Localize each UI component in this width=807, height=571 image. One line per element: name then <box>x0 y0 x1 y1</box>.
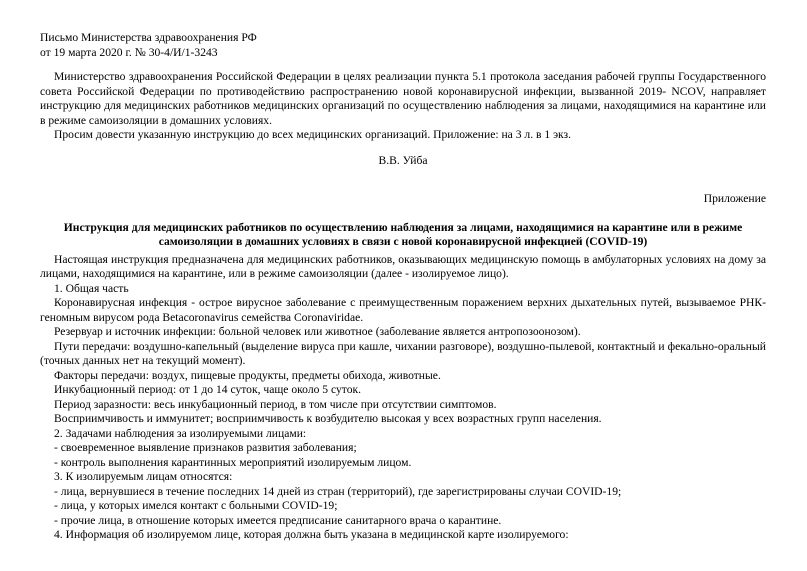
list-item: - прочие лица, в отношение которых имеется предписание санитарного врача о карантине. <box>54 513 502 527</box>
section-2-heading: 2. Задачами наблюдения за изолируемыми лицами: <box>54 426 307 440</box>
body-paragraph-susceptibility: Восприимчивость и иммунитет; восприимчивость к возбудителю высокая у всех возрастных групп населения. <box>54 412 602 425</box>
section-4-heading: 4. Информация об изолируемом лице, которая должна быть указана в медицинской карте изолируемого: <box>54 528 569 541</box>
letter-header-line-2: от 19 марта 2020 г. № 30-4/И/1-3243 <box>40 45 218 59</box>
body-paragraph-incubation: Инкубационный период: от 1 до 14 суток, чаще около 5 суток. <box>54 383 362 396</box>
signature: В.В. Уйба <box>378 153 428 167</box>
list-item: - лица, у которых имелся контакт с больными COVID-19; <box>54 499 338 512</box>
section-3-list <box>40 485 766 529</box>
letter-header-line-1: Письмо Министерства здравоохранения РФ <box>40 31 257 44</box>
intro-paragraph-2: Просим довести указанную инструкцию до всех медицинских организаций. Приложение: на 3 л. в 1 экз. <box>54 128 572 141</box>
document-content <box>40 31 766 543</box>
list-item: - лица, вернувшиеся в течение последних 14 дней из стран (территорий), где зарегистрированы случаи COVID-19; <box>54 484 622 498</box>
body-paragraph-purpose: Настоящая инструкция предназначена для медицинских работников, оказывающих медицинскую помощь в амбулаторных условиях на дому за лицами, находящимися на карантине, или в режиме самоизоляции (далее - изолируемое лицо). <box>40 252 766 280</box>
section-3-heading: 3. К изолируемым лицам относятся: <box>54 470 233 483</box>
section-2-list <box>40 441 766 470</box>
body-paragraph-reservoir: Резервуар и источник инфекции: больной человек или животное (заболевание является антропозоонозом). <box>54 325 581 338</box>
list-item: - контроль выполнения карантинных мероприятий изолируемым лицом. <box>54 455 412 469</box>
body-paragraph-factors: Факторы передачи: воздух, пищевые продукты, предметы обихода, животные. <box>54 368 441 382</box>
section-1-heading: 1. Общая часть <box>54 281 129 295</box>
list-item: - своевременное выявление признаков развития заболевания; <box>54 441 357 454</box>
body-paragraph-contagiousness: Период заразности: весь инкубационный период, в том числе при отсутствии симптомов. <box>54 397 497 411</box>
appendix-label: Приложение <box>703 192 766 205</box>
body-paragraph-transmission: Пути передачи: воздушно-капельный (выделение вируса при кашле, чихании разговоре), воздушно-пылевой, контактный и фекально-оральный (точных данных нет на текущий момент). <box>40 339 766 367</box>
intro-paragraph-1: Министерство здравоохранения Российской Федерации в целях реализации пункта 5.1 протокола заседания рабочей группы Государственного совета Российской Федерации по противодействию распространению новой коронавирусной инфекции, вызванной 2019- NCOV, направляет инструкцию для медицинских работников медицинских организаций по осуществлению наблюдения за лицами, находящимися на карантине или в режиме самоизоляции в домашних условиях. <box>40 70 766 127</box>
instruction-title: Инструкция для медицинских работников по осуществлению наблюдения за лицами, находящимися на карантине или в режиме самоизоляции в домашних условиях в связи с новой коронавирусной инфекцией (COVID-19) <box>63 220 743 248</box>
body-paragraph-definition: Коронавирусная инфекция - острое вирусное заболевание с преимущественным поражением верхних дыхательных путей, вызываемое РНК-геномным вирусом рода Betacoronavirus семейства Coronaviridae. <box>40 296 766 324</box>
